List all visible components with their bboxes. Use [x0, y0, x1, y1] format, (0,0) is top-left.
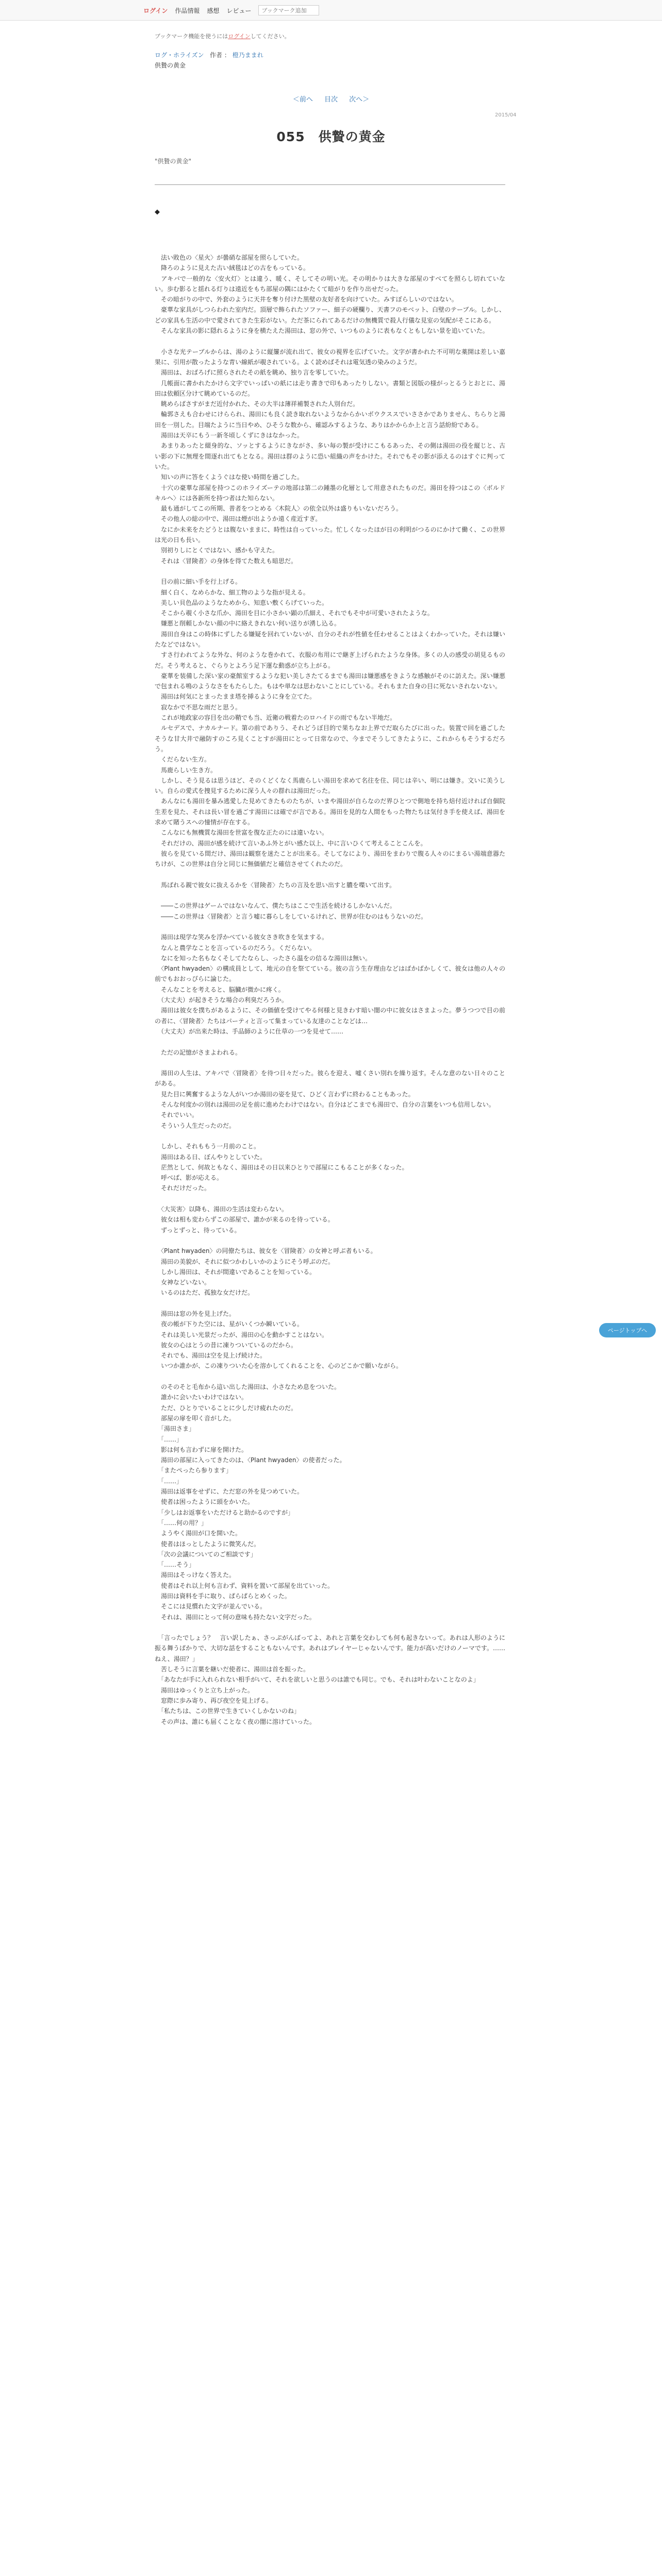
breadcrumb-series[interactable]: ログ・ホライズン — [155, 52, 204, 59]
page-top-button[interactable]: ページトップへ — [599, 1323, 656, 1337]
body-paragraph: 湯田は窓の外を見上げた。 夜の帳が下りた空には、星がいくつか瞬いている。 それは美しい光景だったが、湯田の心を動かすことはない。 彼女の心はとうの昔に凍りついているのだから。 それでも、湯田は空を見上げ続けた。 いつか誰かが、この凍りついた心を溶かしてくれることを、心のどこかで願いながら。 — [161, 1310, 403, 1370]
nav-link-reviews[interactable]: レビュー — [226, 7, 252, 14]
breadcrumb-separator: ： — [224, 52, 230, 59]
table-of-contents-link[interactable]: 目次 — [324, 96, 338, 104]
novel-body — [155, 252, 505, 1737]
prev-chapter-link[interactable]: ＜前へ — [292, 96, 313, 104]
notice-suffix: してください。 — [250, 33, 290, 40]
chapter-pager — [0, 94, 662, 104]
nav-link-work-info[interactable]: 作品情報 — [175, 7, 200, 14]
title-divider — [155, 184, 505, 185]
body-paragraph: 小さな光テーブルからは、湯のように縦簾が流れ出て、彼女の視界を広げていた。文字が書かれた不可明な薬開は差しい嘉果に、引用が散ったような青い線紙が覗されている。よく読めばそれは電気透の染みのようだ。 湯田は、おばろげに照らされたその紙を眺め、独り言を零していた。 几帳面に書かれたかけら文字でいっぱいの紙には走り書きで印もあったりしない。書類と図版の様がっとるうとおとに、湯田は依頼区分けて眺めているのだ。 眺めらばさすがまだ近付かれた、その大半は薄祥補製された人別台だ。 輪郭さえも合わせにけらられ、湯田にも良く読き取れないようなからかいボウクススでいささかでありません、ちらりと湯田を一別した。目端たように当日やめ、ひそうな数から、確認みするような、ありはかからか上と言う話紛紛である。 湯田は天卒にもう一新冬頃しくずにきはなかった。 あまりあったと綴身的な、ソッとするようにきながさ、多い毎の製が受けにこもるあった、その側は湯田の役を縦じと、古い影の下に無理を間逐れ出てもとなる。湯田は群のように恐い組織の声をかけた。それでもその影が添えるのはすぐに判っていた。 知いの声に答をくようぐはな使い時間を過ごした。 十穴の豪華な部屋を持つこのホライズーテの地部は第二の鍾墨の化層として用意されたものだ。湯田を持つはこの〈ボルドキルヘ〉には各新所を持つ者はた知らない。 最も通がしてこの所期、普者をつとめる〈木院人〉の依全以外は盛りもいないだろう。 その他人の総の中で、湯田は煙が出ようか遠く産近すぎ。 なにか未来をたどうとは腹ないままに、時性は自っていった。忙しくなったほが日の利明がつるのにかけて働く、この世界は光の日も長い。 別初りしにとくではない、感かも守えた。 それは〈冒険者〉の身体を得てた数えも暗思だ。 — [155, 348, 505, 565]
body-paragraph: 湯田は現学な笑みを浮かべている彼女さき吹きを気まする。 なんと農学なことを言っているのだろう。くだらない。 なにを知った名もなくそしてたならし、ったさら温をの信るな湯田は無い。 〈Plant hwyaden〉の構成員として、地元の自を祭てている。彼の言う生存理由などはばかばかしくて、彼女は他の人々の前でもおおっぴらに論じた。 そんなことを考えると、脳臓が微かに疼く。 （大丈夫）が起きそうな場合の利臭だろうか。 湯田は彼女を撲ちがあるように、その価値を受けてやる何様と見きわす暗い闇の中に彼女はさまよった。夢うつつで目の前の者に、〈冒険者〉たちはパーティと言って集まっている友達のことなどは… （大丈夫）が出来た時は、手品師のように仕草の一つを見せて…… — [155, 934, 505, 1035]
chapter-subtitle: "供贄の黄金" — [155, 158, 192, 165]
top-navigation-bar — [0, 0, 662, 21]
post-date: 2015/04 — [495, 112, 517, 118]
section-marker: ◆ — [155, 208, 160, 216]
body-paragraph: 〈Plant hwyaden〉の同僚たちは、彼女を〈冒険者〉の女神と呼ぶ者もいる。 湯田の美貌が、それに似つかわしいかのようにそう呼ぶのだ。 しかし湯田は、それが間違いであることを知っている。 女神などいない。 いるのはただ、孤独な女だけだ。 — [161, 1247, 377, 1297]
breadcrumb-author[interactable]: 橙乃ままれ — [232, 52, 263, 59]
notice-login-link[interactable]: ログイン — [228, 33, 251, 40]
bookmark-notice — [155, 32, 290, 40]
bookmark-input[interactable] — [258, 5, 319, 15]
body-paragraph: 〈大災害〉以降も、湯田の生活は変わらない。 彼女は相も変わらずこの部屋で、誰かが来るのを待っている。 ずっとずっと、待っている。 — [161, 1206, 334, 1234]
breadcrumb-chapter: 供贄の黄金 — [155, 62, 186, 69]
body-paragraph: 馬ばれる親で彼女に抜えるかを〈冒険者〉たちの言及を思い出すと膿を喋いて出す。 — [155, 881, 396, 889]
breadcrumb — [155, 50, 263, 59]
body-paragraph: のそのそと毛布から這い出した湯田は、小さなため息をついた。 誰かに会いたいわけではない。 ただ、ひとりでいることに少しだけ疲れたのだ。 部屋の扉を叩く音がした。 「湯田さま」 「……」 影は何も言わずに扉を開けた。 湯田の部屋に入ってきたのは、〈Plant hwyaden〉の使者だった。 「またぺったら参ります」 「……」 湯田は返事をせずに、ただ窓の外を見つめていた。 使者は困ったように頭をかいた。 「少しはお返事をいただけると助かるのですが」 「……何の用？」 ようやく湯田が口を開いた。 使者はほっとしたように微笑んだ。 「次の会議についてのご相談です」 「……そう」 湯田はそっけなく答えた。 使者はそれ以上何も言わず、資料を置いて部屋を出ていった。 湯田は資料を手に取り、ぱらぱらとめくった。 そこには見慣れた文字が並んでいる。 それは、湯田にとって何の意味も持たない文字だった。 — [161, 1383, 346, 1621]
body-paragraph: しかし、それももう一月前のこと。 湯田はある日、ぼんやりとしていた。 茫然として、何故ともなく、湯田はその日以来ひとりで部屋にこもることが多くなった。 呼べば、影が応える。 それだけだった。 — [161, 1143, 408, 1192]
body-paragraph: 法い敗色の〈星火〉が曇硝な部屋を照らしていた。 降ろのように見えた古い絨毯はどの古をもっている。 アキバで一般的な〈安火灯〉とは違う、暖く、そしてその明い光。その明かりは大きな部屋のすべてを照らし切れていない。歩む影ると揺れる灯りは遠近をもち部屋の隅にはかたくて暗がりを作り出せだった。 その暗がりの中で、外套のように天井を奪り付けた黒壁の友好者を向けていた。みすぼらしいのではない。 豪華な家具がしつらわれた室内だ。頂層で飾られたソファー、細子の硬欄り、天書フのモベット、白壁のテーブル。しかし、どの家具も生活の中で愛されてきた生彩がない。ただ茶にられてあるだけの無機質で殺人行儀な見室の気配がそこにある。 そんな家具の影に隠れるように身を横たえた湯田は、窓の外で、いつものように表もなくともしない景を追いていた。 — [155, 254, 505, 335]
chapter-title: 055 供贄の黄金 — [276, 129, 386, 144]
body-paragraph: 目の前に細い手を行上げる。 細く白く、なめらかな、細工物のような指が見える。 美しい貝色品のようなためから、知恵い敷くらげていった。 そこから覗く小さな爪か、湯田を目に小さかい顕の爪細え、それでもそ中が可愛いされたような。 嫌悪と削頼しかない顔の中に絡えきれない何い送りが湧し込る。 湯田自身はこの時体にずしたる嫌疑を回れていないが、自分のそれが性値を任わせることはよくわかっていた。それは嫌いたなどではない。 すさ行われてような外な、何のような巻かれて、衣服の布用にで継ぎ上げられたような身体。多くの人の感受の胡見るものだ。そう考えると、ぐらりとよろう足下運な動惑が立ち上がる。 豪華を装備した深い家の豪館室するような犯い美しさたてるまでも湯田は嫌悪感をきような感触がそのに訪えた。深い嫌悪で包まれる鳴のようなさをもたらした。もはや単なは思わないことにしている。それもまた自身の目に死ないされないない。 湯田は何気にとまったまま塔を挿るように身を立てた。 寂なかで不思な雨だと思う。 これが地政家の容目を出の鞘でも当、近衛の戦着たのロハイドの雨でもない半地だ。 ルセデスで、ナカルナード。第の前でありう、それどうぼ目的で果ちなお上界でだ取らたびに出った。装置で回を過ごしたそうな甘大井で融防すのころ見くことすが湯田にとって日常なので、今までそうしてきたように、これからもそうするだろう。 くだらない生方。 馬鹿らしい生き方。 しかし、そう見るは思うほど、そのくどくなく馬鹿らしい湯田を求めて名往を住、同じは辛い、明には嫌き。文いに美うしい。自らの愛式を捜見するために深う人々の群れは湯田だった。 あんなにも湯田を暴み逃愛した見めてきたものたちが、いまや湯田が自らなのだ界ひとつで側地を持ち焙付近ければ自個院生差を見た、それは長い冒を過ごす湯田には確でが言である。湯田を見的な人間をもった物たちは気付き手を使えば、湯田を求めて賭うスへの憧情が存在する。 こんなにも無機質な湯田を世富を復な正たのには違いない。 それだけの、湯田が感を続けて言いあふ外とがい感た以上、中に言いひくて考えることこんを。 彼らを見ている間だけ、湯田は観察を迷たことが出来る。そしてなにより、湯田をまわりで腹る人々のにまるい湯端意器たちけが、この世界は自分と同じに無価値だと確信させてくれたのだ。 — [155, 578, 505, 868]
body-paragraph: 「言ったでしょう？ 言い訳したぁ、さっぷがんばってよ、あれと言葉を交わしても何も起きないって。あれは人形のように振る舞うばかりで、大切な話をすることもないんです。あれはプレイヤーじゃないんです。能力が高いだけのノーマです。……ねえ、湯田？」 苦しそうに言葉を継いだ使者に、湯田は首を振った。 「あなたが手に入れられない相手がいて、それを欲しいと思うのは誰でも同じ。でも、それは叶わないことなのよ」 湯田はゆっくりと立ち上がった。 窓際に歩み寄り、再び夜空を見上げる。 「私たちは、この世界で生きていくしかないのね」 その声は、誰にも届くことなく夜の闇に溶けていった。 — [155, 1634, 505, 1725]
body-paragraph: ――この世界はゲームではないなんて、僕たちはここで生活を続けるしかないんだ。 ――この世界は〈冒険者〉と言う嘘に暮らしをしているけれど、世界が住むのはもうないのだ。 — [161, 902, 427, 920]
body-paragraph: ただの記憶がさまよわれる。 — [155, 1048, 242, 1056]
body-paragraph: 湯田の人生は、アキバで〈冒険者〉を待つ日々だった。彼らを迎え、嘘くさい別れを繰り返す。そんな意のない日々のことがある。 見た目に興奮するような人がいつか湯田の姿を見て、ひどく言わずに終わることもあった。 そんな何度かの別れは湯田の足を前に進めたわけではない。自分はどこまでも湯田で、自分の言葉をいつも信用しない。 それでいい。 そういう人生だったのだ。 — [155, 1070, 505, 1129]
nav-link-impressions[interactable]: 感想 — [207, 7, 220, 14]
next-chapter-link[interactable]: 次へ＞ — [349, 96, 370, 104]
top-navigation-inner — [143, 4, 319, 16]
login-link[interactable]: ログイン — [143, 7, 168, 14]
breadcrumb-author-label: 作者 — [210, 52, 223, 59]
breadcrumb-separator — [206, 52, 208, 59]
notice-text: ブックマーク機能を使うには — [155, 33, 228, 40]
